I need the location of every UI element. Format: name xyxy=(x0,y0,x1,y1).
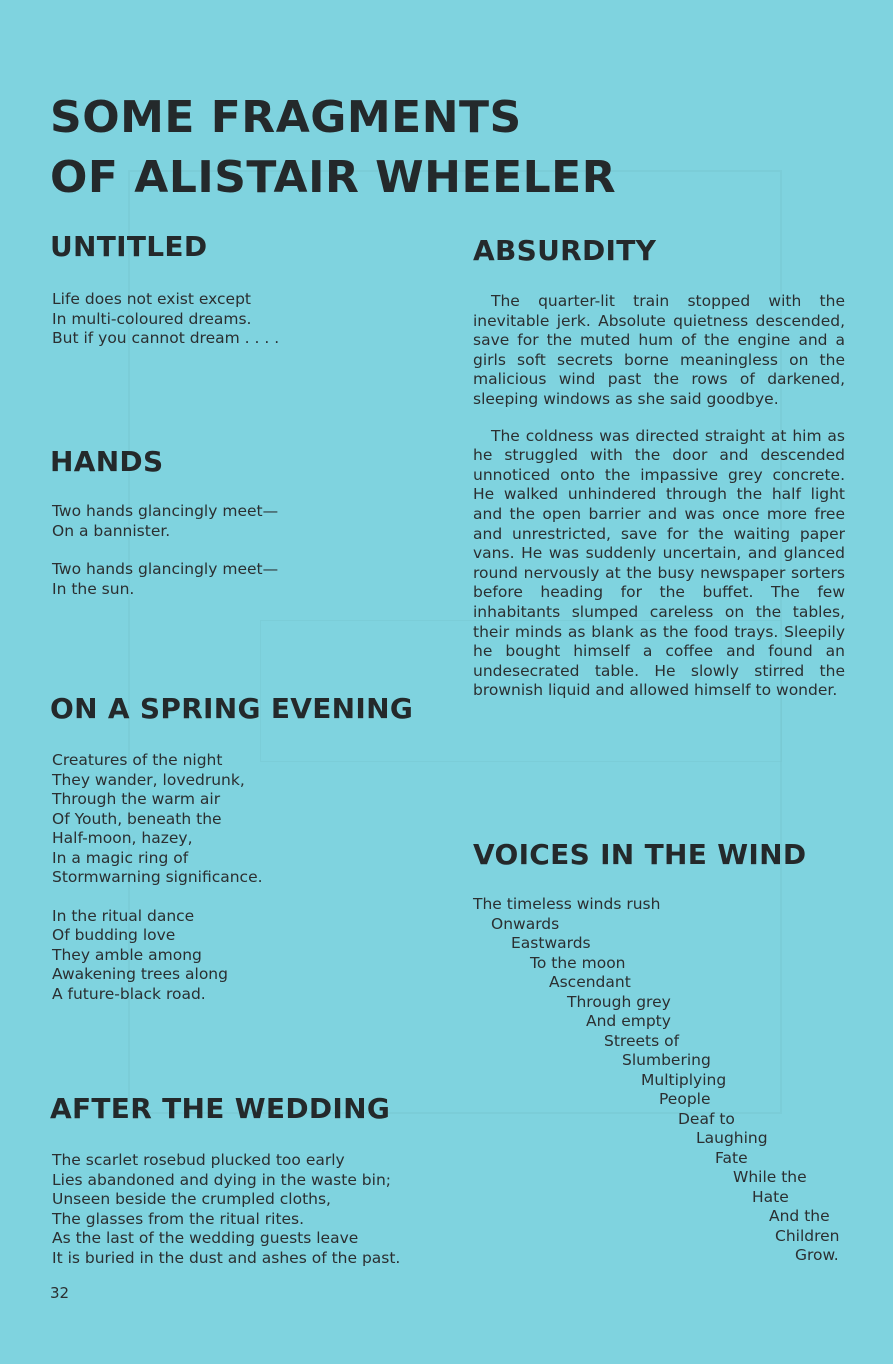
poem-line: Multiplying xyxy=(641,1070,727,1089)
poem-line: And the xyxy=(769,1207,830,1225)
poem-line: The timeless winds rush xyxy=(473,895,661,913)
poem-line: Through grey xyxy=(567,992,671,1011)
heading-untitled: UNTITLED xyxy=(50,230,208,263)
poem-line: In a magic ring of xyxy=(52,848,189,867)
poem-line: Lies abandoned and dying in the waste bin; xyxy=(52,1170,391,1189)
heading-absurdity: ABSURDITY xyxy=(473,234,657,267)
poem-line: Unseen beside the crumpled cloths, xyxy=(52,1190,331,1208)
poem-line: They wander, lovedrunk, xyxy=(52,770,245,789)
poem-line: Children xyxy=(775,1226,840,1245)
poem-line: Laughing xyxy=(696,1129,768,1147)
title-line-2: OF ALISTAIR WHEELER xyxy=(50,152,617,203)
poem-line: Of Youth, beneath the xyxy=(52,809,222,828)
heading-hands: HANDS xyxy=(50,445,164,478)
poem-line: To the moon xyxy=(530,953,626,972)
poem-line: Onwards xyxy=(491,914,560,933)
poem-line: In the ritual dance xyxy=(52,906,195,925)
poem-line: On a bannister. xyxy=(52,521,171,540)
poem-line: Two hands glancingly meet— xyxy=(52,502,279,520)
poem-line: But if you cannot dream . . . . xyxy=(52,329,280,347)
poem-line: Fate xyxy=(715,1148,748,1167)
poem-line: And empty xyxy=(586,1012,671,1030)
poem-line: They amble among xyxy=(52,945,202,964)
prose-paragraph: The coldness was directed straight at him as he struggled with the door and descended unnoticed onto the impassive grey concrete. He walked unhindered through the half light and the open barrier and was once more free and unrestricted, save for the waiting paper vans. He was suddenly uncertain, and glanced round nervously at the busy newspaper sorters before heading for the buffet. The few inhabitants slumped careless on the tables, their minds as blank as the food trays. Sleepily he bought himself a coffee and found an undesecrated table. He slowly stirred the brownish liquid and allowed himself to wonder. xyxy=(473,426,845,700)
poem-line: Half-moon, hazey, xyxy=(52,829,193,847)
poem-line: Grow. xyxy=(795,1246,839,1264)
poem-line: Slumbering xyxy=(622,1051,711,1069)
prose-paragraph: The quarter-lit train stopped with the inevitable jerk. Absolute quietness descended, save for the muted hum of the engine and a girls soft secrets borne meaningless on the malicious wind past the rows of darkened, sleeping windows as she said goodbye. xyxy=(473,292,845,408)
poem-line: Hate xyxy=(752,1187,789,1206)
poem-line: Deaf to xyxy=(678,1109,735,1128)
poem-line: The scarlet rosebud plucked too early xyxy=(52,1151,345,1169)
poem-line: Creatures of the night xyxy=(52,751,223,769)
poem-line: Two hands glancingly meet— xyxy=(52,560,279,578)
heading-spring-evening: ON A SPRING EVENING xyxy=(50,692,414,725)
poem-spring-evening xyxy=(52,751,263,1004)
poem-line: In multi-coloured dreams. xyxy=(52,309,252,328)
poem-hands xyxy=(52,502,278,599)
poem-line: As the last of the wedding guests leave xyxy=(52,1229,359,1247)
poem-line: While the xyxy=(733,1168,807,1186)
poem-line: It is buried in the dust and ashes of the past. xyxy=(52,1248,401,1267)
page-number: 32 xyxy=(50,1284,70,1302)
poem-line: A future-black road. xyxy=(52,984,206,1003)
poem-after-the-wedding xyxy=(52,1151,400,1268)
poem-line: Ascendant xyxy=(549,973,631,991)
title-line-1: SOME FRAGMENTS xyxy=(50,92,522,143)
poem-line: Through the warm air xyxy=(52,790,221,808)
poem-line: People xyxy=(659,1090,711,1108)
prose-absurdity xyxy=(473,292,845,718)
poem-line: Life does not exist except xyxy=(52,290,251,308)
heading-after-the-wedding: AFTER THE WEDDING xyxy=(50,1092,391,1125)
poem-line: The glasses from the ritual rites. xyxy=(52,1209,305,1228)
heading-voices-in-the-wind: VOICES IN THE WIND xyxy=(473,838,807,871)
page-title xyxy=(50,88,616,208)
poem-line: Streets of xyxy=(604,1031,680,1050)
poem-line: Stormwarning significance. xyxy=(52,868,263,886)
poem-voices-in-the-wind xyxy=(473,895,840,1266)
poem-line: Eastwards xyxy=(511,934,591,952)
poem-line: In the sun. xyxy=(52,579,135,598)
poem-line: Awakening trees along xyxy=(52,965,228,983)
poem-untitled xyxy=(52,290,279,349)
poem-line: Of budding love xyxy=(52,926,176,944)
